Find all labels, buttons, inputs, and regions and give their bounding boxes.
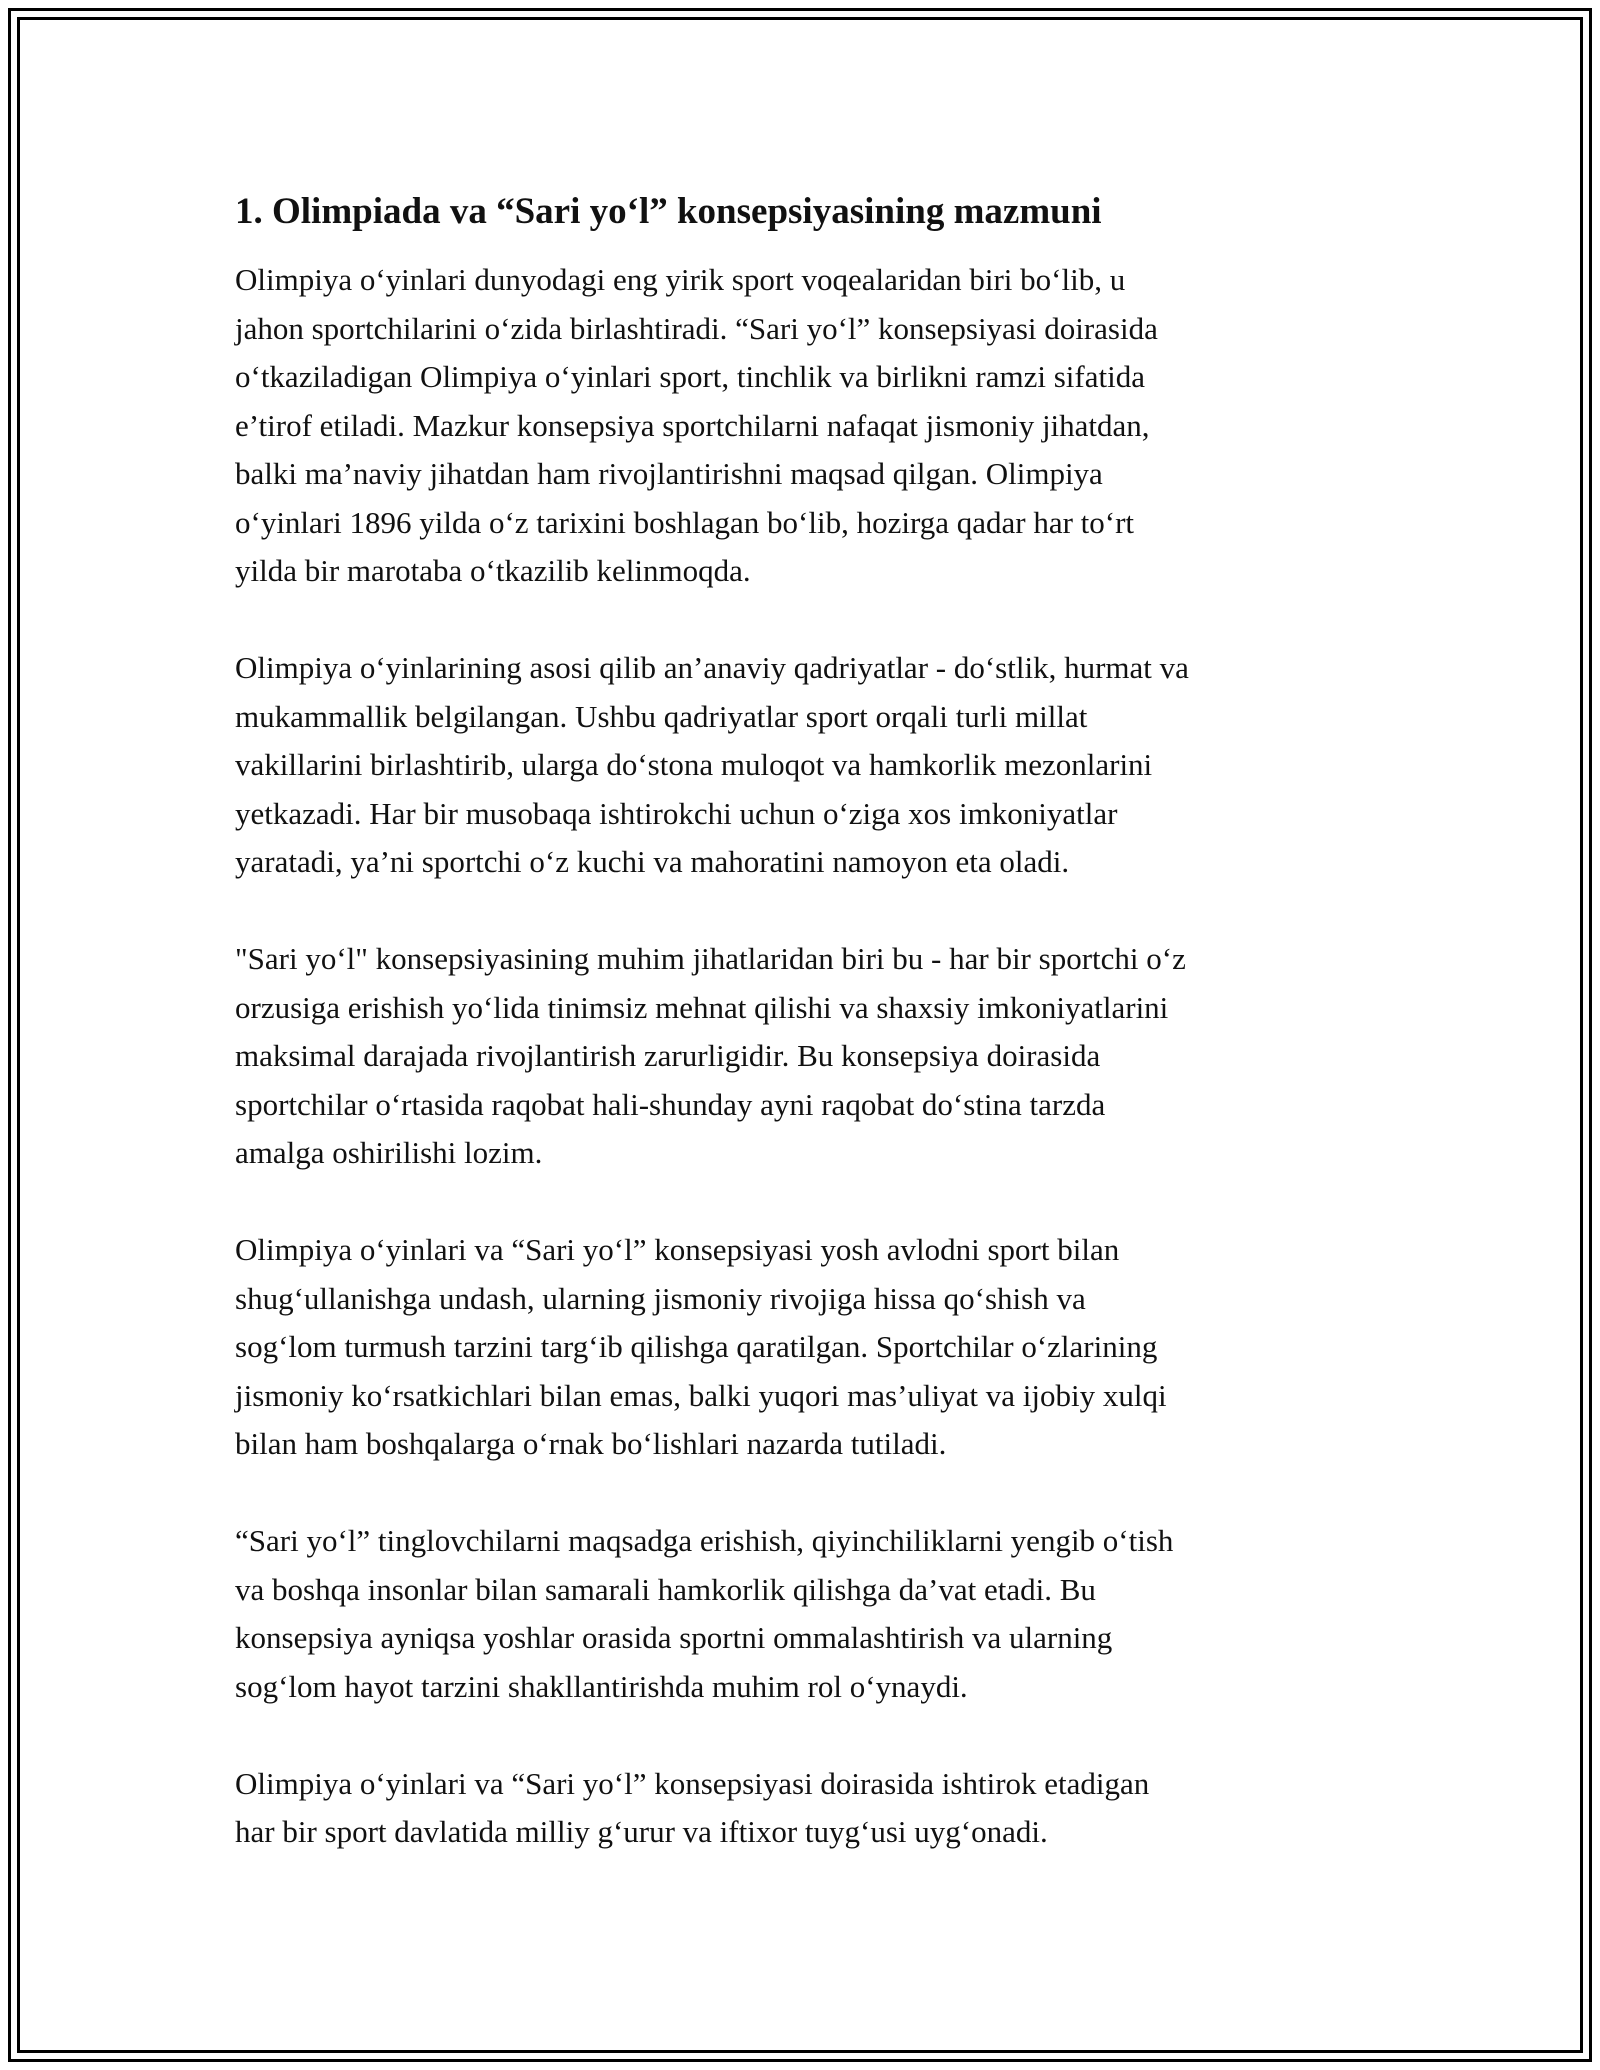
paragraph-3 [235, 935, 1385, 1178]
paragraph-4 [235, 1226, 1385, 1469]
text-line: o‘tkaziladigan Olimpiya o‘yinlari sport, tinchlik va birlikni ramzi sifatida [235, 359, 1145, 394]
text-line: har bir sport davlatida milliy g‘urur va iftixor tuyg‘usi uyg‘onadi. [235, 1814, 1048, 1849]
text-line: yaratadi, ya’ni sportchi o‘z kuchi va mahoratini namoyon eta oladi. [235, 844, 1070, 879]
text-line: yetkazadi. Har bir musobaqa ishtirokchi uchun o‘ziga xos imkoniyatlar [235, 795, 1118, 831]
text-line: jahon sportchilarini o‘zida birlashtiradi. “Sari yo‘l” konsepsiyasi doirasida [235, 310, 1158, 346]
text-line: amalga oshirilishi lozim. [235, 1135, 543, 1170]
text-line: "Sari yo‘l" konsepsiyasining muhim jihatlaridan biri bu - har bir sportchi o‘z [235, 941, 1186, 976]
text-line: orzusiga erishish yo‘lida tinimsiz mehnat qilishi va shaxsiy imkoniyatlarini [235, 989, 1169, 1025]
text-line: sog‘lom turmush tarzini targ‘ib qilishga qaratilgan. Sportchilar o‘zlarining [235, 1329, 1158, 1364]
text-line: balki ma’naviy jihatdan ham rivojlantirishni maqsad qilgan. Olimpiya [235, 456, 1103, 491]
text-line: e’tirof etiladi. Mazkur konsepsiya sportchilarni nafaqat jismoniy jihatdan, [235, 407, 1150, 443]
paragraph-6 [235, 1760, 1385, 1857]
paragraph-2 [235, 644, 1385, 887]
text-line: yilda bir marotaba o‘tkazilib kelinmoqda. [235, 553, 751, 588]
paragraph-5 [235, 1517, 1385, 1711]
text-line: sog‘lom hayot tarzini shakllantirishda muhim rol o‘ynaydi. [235, 1668, 968, 1704]
text-line: bilan ham boshqalarga o‘rnak bo‘lishlari nazarda tutiladi. [235, 1426, 947, 1461]
text-line: vakillarini birlashtirib, ularga do‘stona muloqot va hamkorlik mezonlarini [235, 747, 1153, 782]
text-line: o‘yinlari 1896 yilda o‘z tarixini boshlagan bo‘lib, hozirga qadar har to‘rt [235, 504, 1135, 540]
text-line: va boshqa insonlar bilan samarali hamkorlik qilishga da’vat etadi. Bu [235, 1571, 1096, 1607]
text-line: konsepsiya ayniqsa yoshlar orasida sportni ommalashtirish va ularning [235, 1620, 1113, 1655]
text-line: Olimpiya o‘yinlari va “Sari yo‘l” konsepsiyasi doirasida ishtirok etadigan [235, 1765, 1150, 1801]
text-line: Olimpiya o‘yinlari dunyodagi eng yirik sport voqealaridan biri bo‘lib, u [235, 262, 1126, 297]
text-line: Olimpiya o‘yinlarining asosi qilib an’anaviy qadriyatlar - do‘stlik, hurmat va [235, 650, 1189, 685]
paragraph-1 [235, 256, 1385, 596]
document-body [235, 188, 1385, 1905]
text-line: “Sari yo‘l” tinglovchilarni maqsadga erishish, qiyinchiliklarni yengib o‘tish [235, 1523, 1174, 1558]
text-line: Olimpiya o‘yinlari va “Sari yo‘l” konsepsiyasi yosh avlodni sport bilan [235, 1232, 1120, 1267]
text-line: sportchilar o‘rtasida raqobat hali-shunday ayni raqobat do‘stina tarzda [235, 1086, 1106, 1122]
text-line: maksimal darajada rivojlantirish zarurligidir. Bu konsepsiya doirasida [235, 1038, 1101, 1073]
text-line: mukammallik belgilangan. Ushbu qadriyatlar sport orqali turli millat [235, 698, 1088, 734]
text-line: jismoniy ko‘rsatkichlari bilan emas, balki yuqori mas’uliyat va ijobiy xulqi [235, 1377, 1167, 1413]
text-line: shug‘ullanishga undash, ularning jismoniy rivojiga hissa qo‘shish va [235, 1280, 1086, 1316]
section-heading: 1. Olimpiada va “Sari yo‘l” konsepsiyasining mazmuni [235, 191, 1102, 232]
